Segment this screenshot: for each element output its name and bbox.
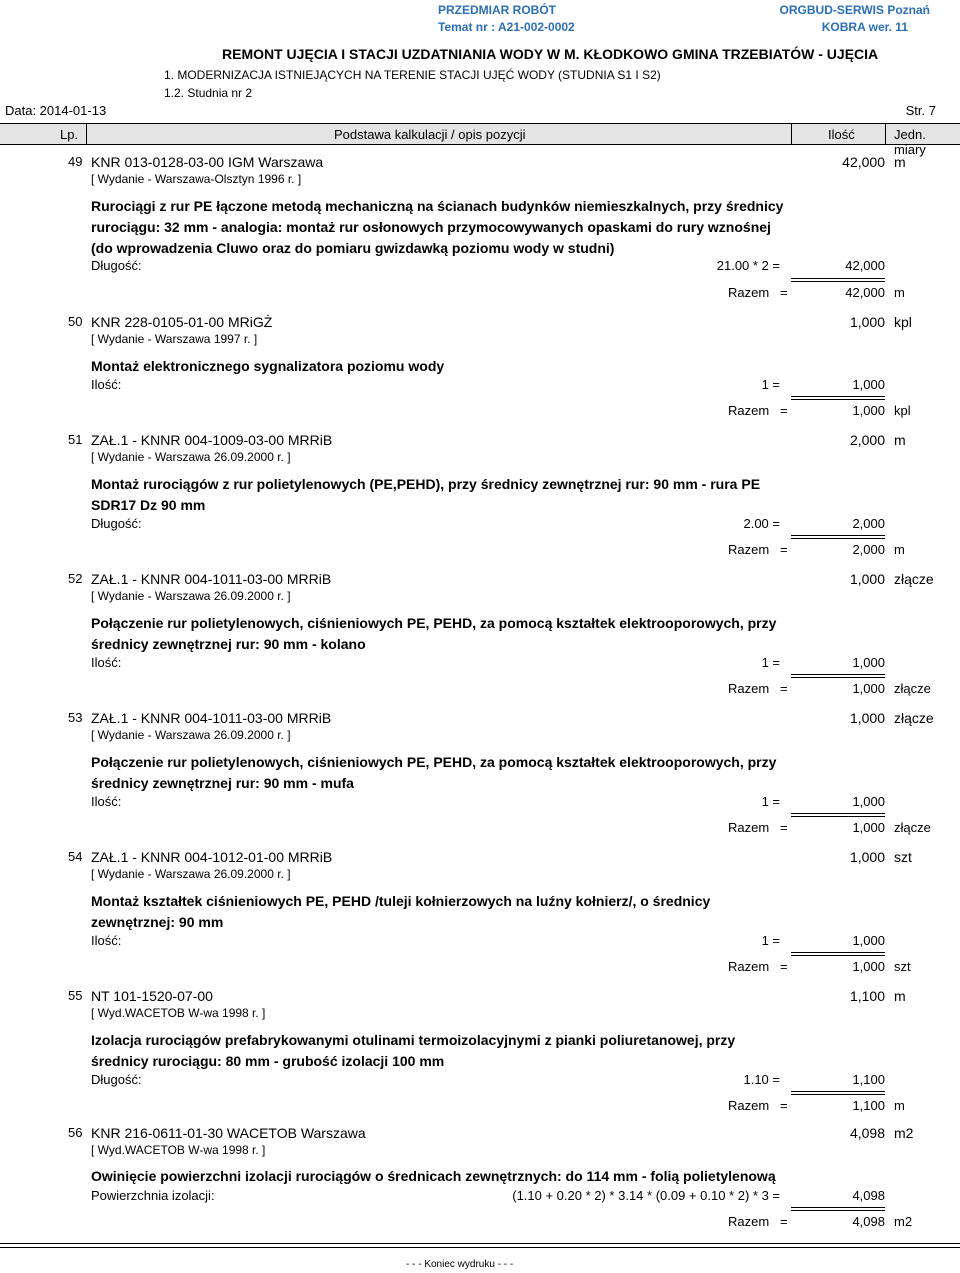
print-end-footer: - - - Koniec wydruku - - - [406,1259,514,1270]
measure-label: Ilość: [91,794,122,809]
doc-type: PRZEDMIAR ROBÓT [438,3,556,17]
item-code: KNR 013-0128-03-00 IGM Warszawa [91,154,324,170]
position-54 [0,843,960,982]
item-description: Montaż elektronicznego sygnalizatora poziomu wody [91,358,445,374]
position-52 [0,565,960,704]
position-51 [0,426,960,565]
item-unit: złącze [894,710,934,726]
column-lp: Lp. [60,127,79,142]
item-description: Montaż rurociągów z rur polietylenowych (PE,PEHD), przy średnicy zewnętrznej rur: 90 mm - rura PE SDR17 Dz 90 mm [91,476,761,513]
item-edition: [ Wydanie - Warszawa 1997 r. ] [91,332,258,346]
total-label: Razem = [728,820,788,835]
measure-value: 1,000 [852,933,885,948]
item-qty: 1,000 [849,571,885,587]
total-label: Razem = [728,285,788,300]
total-value: 1,000 [852,820,885,835]
table-header [0,123,960,157]
measure-expression: 1 = [761,933,780,948]
page-number: Str. 7 [905,103,936,118]
total-value: 42,000 [845,285,885,300]
item-unit: szt [894,849,912,865]
total-label: Razem = [728,959,788,974]
total-double-line [791,1207,885,1211]
measure-value: 1,000 [852,377,885,392]
item-description: Rurociągi z rur PE łączone metodą mechaniczną na ścianach budynków niemieszkalnych, przy średnicy rurociągu: 32 mm - analogia: montaż rur osłonowych przymocowywanych opaskami do rury wznośnej (do wprowadzenia Cluwo oraz do pomiaru gwizdawką poziomu wody w studni) [91,198,784,256]
item-qty: 1,000 [849,849,885,865]
item-edition: [ Wydanie - Warszawa-Olsztyn 1996 r. ] [91,172,302,186]
total-label: Razem = [728,542,788,557]
column-basis: Podstawa kalkulacji / opis pozycji [334,127,526,142]
item-unit: m [894,154,906,170]
measure-label: Długość: [91,258,142,273]
total-unit: m [894,1098,905,1113]
item-edition: [ Wyd.WACETOB W-wa 1998 r. ] [91,1143,266,1157]
measure-expression: 2.00 = [743,516,780,531]
item-description: Owinięcie powierzchni izolacji rurociągów o średnicach zewnętrznych: do 114 mm - folią polietylenową [91,1168,776,1184]
measure-label: Ilość: [91,655,122,670]
measure-value: 1,100 [852,1072,885,1087]
measure-label: Ilość: [91,933,122,948]
measure-expression: (1.10 + 0.20 * 2) * 3.14 * (0.09 + 0.10 * 2) * 3 = [512,1188,780,1203]
item-edition: [ Wydanie - Warszawa 26.09.2000 r. ] [91,728,291,742]
total-value: 4,098 [852,1214,885,1229]
total-label: Razem = [728,1098,788,1113]
measure-value: 1,000 [852,794,885,809]
measure-value: 4,098 [852,1188,885,1203]
position-50 [0,308,960,426]
item-unit: m2 [894,1125,914,1141]
item-qty: 42,000 [842,154,885,170]
item-code: NT 101-1520-07-00 [91,988,213,1004]
total-unit: złącze [894,681,931,696]
measure-label: Długość: [91,516,142,531]
total-value: 2,000 [852,542,885,557]
item-description: Połączenie rur polietylenowych, ciśnieniowych PE, PEHD, za pomocą kształtek elektrooporowych, przy średnicy zewnętrznej rur: 90 mm - mufa [91,754,777,791]
total-double-line [791,535,885,539]
total-label: Razem = [728,403,788,418]
total-double-line [791,1091,885,1095]
total-unit: szt [894,959,911,974]
table-bottom-line [0,1243,960,1244]
total-label: Razem = [728,1214,788,1229]
item-qty: 1,100 [849,988,885,1004]
item-qty: 4,098 [849,1125,885,1141]
total-unit: m2 [894,1214,913,1229]
total-unit: m [894,285,905,300]
column-qty: Ilość [828,127,855,142]
position-55 [0,982,960,1121]
measure-expression: 1 = [761,655,780,670]
measure-expression: 21.00 * 2 = [716,258,780,273]
total-value: 1,000 [852,681,885,696]
table-bottom-line-2 [0,1247,960,1248]
total-double-line [791,396,885,400]
measure-expression: 1 = [761,377,780,392]
doc-date: Data: 2014-01-13 [5,103,107,118]
item-edition: [ Wyd.WACETOB W-wa 1998 r. ] [91,1006,266,1020]
total-label: Razem = [728,681,788,696]
measure-value: 1,000 [852,655,885,670]
item-edition: [ Wydanie - Warszawa 26.09.2000 r. ] [91,867,291,881]
item-qty: 2,000 [849,432,885,448]
item-description: Montaż kształtek ciśnieniowych PE, PEHD /tuleji kołnierzowych na luźny kołnierz/, o średnicy zewnętrznej: 90 mm [91,893,711,930]
total-double-line [791,278,885,282]
page-title: REMONT UJĘCIA I STACJI UZDATNIANIA WODY W M. KŁODKOWO GMINA TRZEBIATÓW - UJĘCIA [222,46,879,62]
item-lp: 55 [68,988,83,1003]
total-double-line [791,952,885,956]
item-unit: złącze [894,571,934,587]
item-qty: 1,000 [849,710,885,726]
item-lp: 54 [68,849,83,864]
measure-value: 42,000 [845,258,885,273]
item-lp: 49 [68,154,83,169]
item-code: ZAŁ.1 - KNNR 004-1012-01-00 MRRiB [91,849,333,865]
measure-expression: 1.10 = [743,1072,780,1087]
item-unit: m [894,432,906,448]
total-value: 1,000 [852,403,885,418]
item-code: ZAŁ.1 - KNNR 004-1009-03-00 MRRiB [91,432,333,448]
item-qty: 1,000 [849,314,885,330]
position-56 [0,1121,960,1241]
measure-expression: 1 = [761,794,780,809]
total-double-line [791,674,885,678]
position-53 [0,704,960,843]
total-unit: m [894,542,905,557]
item-edition: [ Wydanie - Warszawa 26.09.2000 r. ] [91,450,291,464]
item-lp: 51 [68,432,83,447]
total-value: 1,000 [852,959,885,974]
subsection-heading: 1.2. Studnia nr 2 [164,86,253,100]
measure-label: Powierzchnia izolacji: [91,1188,215,1203]
item-unit: m [894,988,906,1004]
position-49 [0,148,960,308]
item-lp: 50 [68,314,83,329]
item-code: KNR 216-0611-01-30 WACETOB Warszawa [91,1125,366,1141]
total-value: 1,100 [852,1098,885,1113]
measure-value: 2,000 [852,516,885,531]
doc-temat: Temat nr : A21-002-0002 [438,20,575,34]
measure-label: Długość: [91,1072,142,1087]
section-heading: 1. MODERNIZACJA ISTNIEJĄCYCH NA TERENIE STACJI UJĘĆ WODY (STUDNIA S1 I S2) [164,68,661,82]
item-description: Izolacja rurociągów prefabrykowanymi otulinami termoizolacyjnymi z pianki poliuretanowej, przy średnicy rurociągu: 80 mm - grubość izolacji 100 mm [91,1032,736,1069]
column-unit: Jedn. miary [894,127,926,157]
item-unit: kpl [894,314,912,330]
item-lp: 56 [68,1125,83,1140]
total-double-line [791,813,885,817]
item-code: KNR 228-0105-01-00 MRiGŻ [91,314,273,330]
item-edition: [ Wydanie - Warszawa 26.09.2000 r. ] [91,589,291,603]
measure-label: Ilość: [91,377,122,392]
total-unit: złącze [894,820,931,835]
company-name: ORGBUD-SERWIS Poznań [779,3,930,17]
total-unit: kpl [894,403,911,418]
item-lp: 53 [68,710,83,725]
software-version: KOBRA wer. 11 [821,20,908,34]
item-code: ZAŁ.1 - KNNR 004-1011-03-00 MRRiB [91,571,332,587]
item-description: Połączenie rur polietylenowych, ciśnieniowych PE, PEHD, za pomocą kształtek elektrooporowych, przy średnicy zewnętrznej rur: 90 mm - kolano [91,615,777,652]
item-code: ZAŁ.1 - KNNR 004-1011-03-00 MRRiB [91,710,332,726]
item-lp: 52 [68,571,83,586]
